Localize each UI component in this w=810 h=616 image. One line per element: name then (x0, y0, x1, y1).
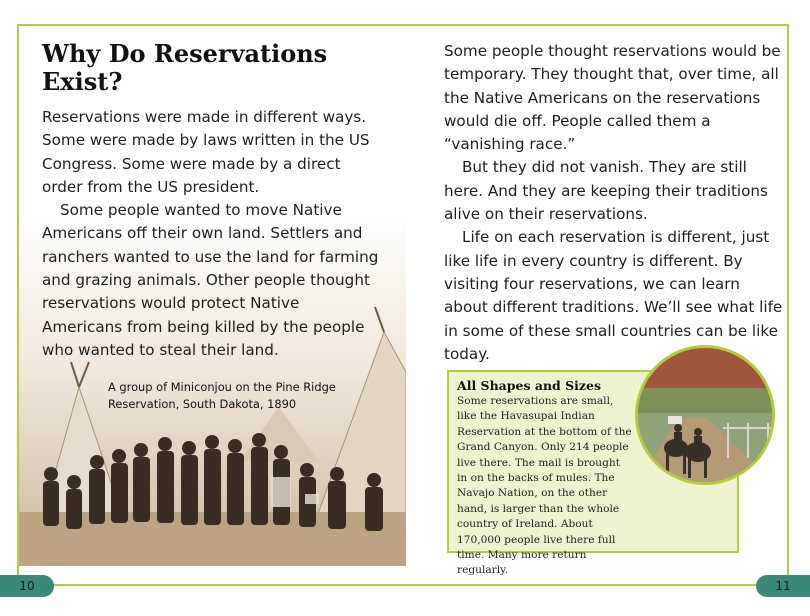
right-column (444, 40, 784, 366)
right-paragraph-2: But they did not vanish. They are still here. And they are keeping their traditions alive on their reservations. (444, 158, 768, 224)
left-column (42, 40, 382, 362)
page-number-left: 10 (0, 575, 54, 597)
left-paragraph-1: Reservations were made in different ways. Some were made by laws written in the US Congress. Some were made by a direct order from the US president. (42, 108, 370, 196)
section-heading: Why Do Reservations Exist? (42, 39, 328, 96)
right-paragraph-3: Life on each reservation is different, just like life in every country is different. By visiting four reservations, we can learn about different traditions. We’ll see what life in some of these small countries can be like today. (444, 228, 783, 363)
page-number-right: 11 (756, 575, 810, 597)
left-paragraph-2: Some people wanted to move Native Americans off their own land. Settlers and ranchers wanted to use the land for farming and grazing animals. Other people thought reservations would protect Native Americans from being killed by the people who wanted to steal their land. (42, 201, 379, 359)
photo-caption: A group of Miniconjou on the Pine Ridge Reservation, South Dakota, 1890 (108, 380, 336, 411)
sidebar-text: Some reservations are small, like the Havasupai Indian Reservation at the bottom of the Grand Canyon. Only 214 people live there. The mail is brought in on the backs of mules. The Navajo Nation, on the other hand, is larger than the whole country of Ireland. About 170,000 people live there full time. Many more return regularly. (457, 395, 632, 577)
right-paragraph-1: Some people thought reservations would be temporary. They thought that, over time, all the Native Americans on the reservations would die off. People called them a “vanishing race.” (444, 42, 781, 154)
mule-photo (635, 345, 775, 485)
sidebar-title: All Shapes and Sizes (457, 378, 601, 393)
